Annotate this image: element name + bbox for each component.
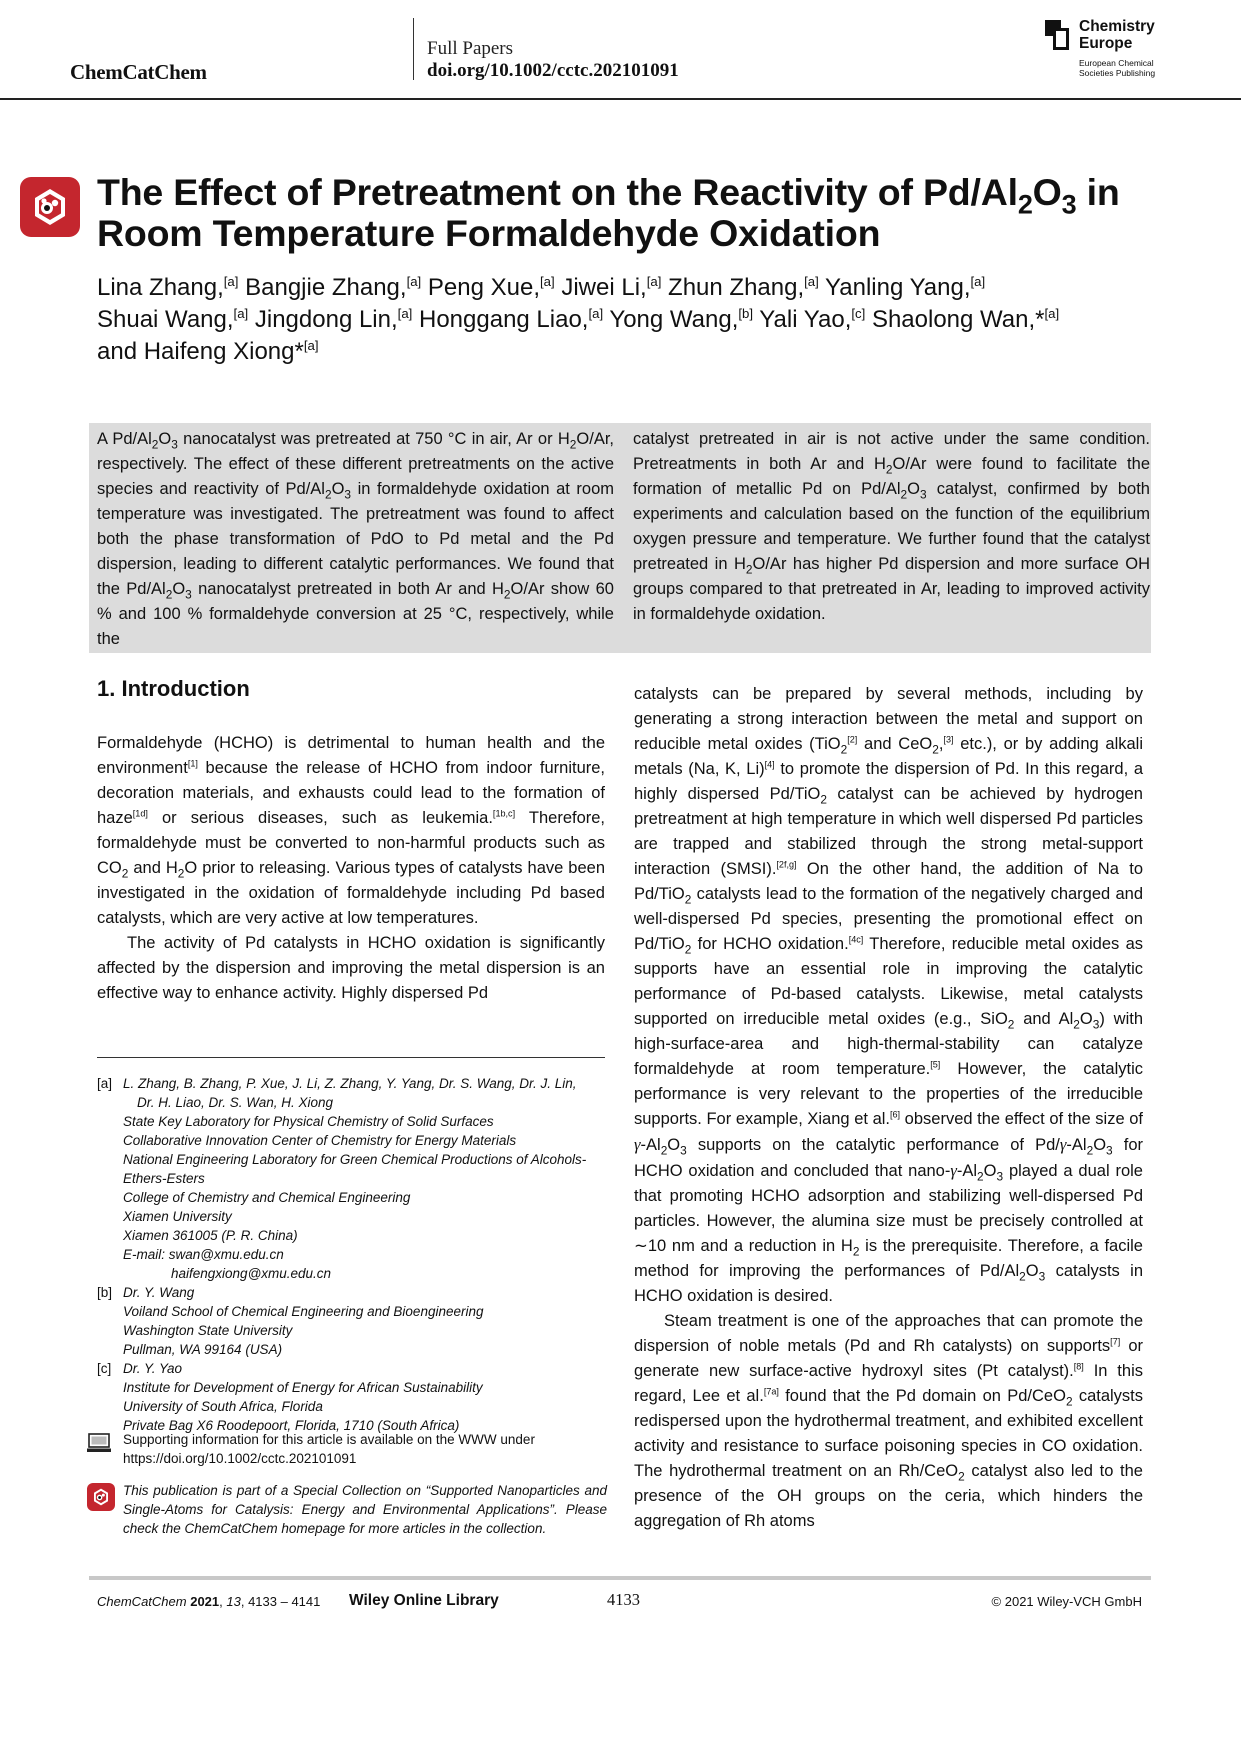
author-name: Yong Wang,: [609, 306, 739, 333]
header-rule: [0, 98, 1241, 100]
author-affiliation-mark: [a]: [303, 338, 319, 353]
author-name: Peng Xue,: [427, 274, 540, 301]
author-affiliation-mark: [a]: [397, 306, 413, 321]
affiliation-line: Dr. Y. Yao: [123, 1361, 183, 1376]
publisher-subtitle: European Chemical Societies Publishing: [1079, 58, 1156, 78]
molecule-hexagon-icon: [20, 177, 80, 237]
section-heading: 1. Introduction: [97, 676, 250, 701]
email-address[interactable]: haifengxiong@xmu.edu.cn: [171, 1266, 332, 1281]
doi-link[interactable]: doi.org/10.1002/cctc.202101091: [427, 60, 679, 81]
affiliation-line: Voiland School of Chemical Engineering and Bioengineering: [123, 1304, 484, 1319]
author-list: [97, 272, 1197, 368]
body-paragraph: catalysts can be prepared by several methods, including by generating a strong interaction between the metal and support on reducible metal oxides (TiO$_2$[2] and CeO$_2$,[3] etc.), or by adding alkali metals (Na, K, Li)[4] to promote the dispersion of Pd. In this regard, a highly dispersed Pd/TiO$_2$ catalyst can be achieved by hydrogen pretreatment at high temperature in which well dispersed Pd particles are trapped and stabilized through the strong metal-support interaction (SMSI).[2f,g] On the other hand, the addition of Na to Pd/TiO$_2$ catalysts lead to the formation of the negatively charged and well-dispersed Pd species, presenting the promotional effect on Pd/TiO$_2$ for HCHO oxidation.[4c] Therefore, reducible metal oxides as supports have an essential role in improving the catalytic performance of Pd-based catalysts. Likewise, metal catalysts supported on irreducible metal oxides (e.g., SiO$_2$ and $Al_2O_3$) with high-surface-area and high-thermal-stability can catalyze formaldehyde at room temperature.[5] However, the catalytic performance is very relevant to the properties of the irreducible supports. For example, Xiang et al.[6] observed the effect of the size of $\gamma-Al_2O_3$ supports on the catalytic performance of $Pd/\gamma-Al_2O_3$ for HCHO oxidation and concluded that nano-$\gamma-Al_2O_3$ played a dual role that promoting HCHO adsorption and stabilizing well-dispersed Pd particles. However, the alumina size must be precisely controlled at ∼10 nm and a reduction in $H_2$ is the prerequisite. Therefore, a facile method for improving the performances of $Pd/Al_2O_3$ catalysts in HCHO oxidation is desired.: [634, 685, 1144, 1305]
affiliation-b: [b] Dr. Y. Wang Voiland School of Chemical Engineering and Bioengineering Washington State University Pullman, WA 99164 (USA): [97, 1283, 607, 1359]
author-name: Zhun Zhang,: [668, 274, 805, 301]
author-name: Shuai Wang,: [97, 306, 234, 333]
body-paragraph: Steam treatment is one of the approaches that can promote the dispersion of noble metals (Pd and Rh catalysts) on supports[7] or generate new surface-active hydroxyl sites (Pt catalyst).[8] In this regard, Lee et al.[7a] found that the Pd domain on Pd/CeO$_2$ catalysts redispersed upon the hydrothermal treatment, and exhibited excellent activity and resistance to surface poisoning species in CO oxidation. The hydrothermal treatment on an Rh/CeO$_2$ catalyst also led to the presence of the OH groups on the ceria, which hinders the aggregation of Rh atoms: [634, 1312, 1144, 1530]
affiliation-line: Private Bag X6 Roodepoort, Florida, 1710 (South Africa): [123, 1418, 460, 1433]
supporting-information-note: Supporting information for this article is available on the WWW under https://doi.org/10.1002/cctc.202101091: [87, 1430, 607, 1468]
affiliations: [97, 1074, 607, 1435]
affiliation-line: College of Chemistry and Chemical Engineering: [123, 1190, 411, 1205]
affiliation-line: Xiamen 361005 (P. R. China): [123, 1228, 298, 1243]
article-title: The Effect of Pretreatment on the Reactivity of $Pd/Al_2O_3$ in Room Temperature Formaldehyde Oxidation: [97, 171, 1120, 254]
section-label: Full Papers: [427, 38, 514, 59]
author-affiliation-mark: [c]: [851, 306, 866, 321]
abstract-right-column: catalyst pretreated in air is not active under the same condition. Pretreatments in both Ar and $H_2O/Ar$ were found to facilitate the formation of metallic Pd on $Pd/Al_2O_3$ catalyst, confirmed by both experiments and calculation based on the function of the equilibrium oxygen pressure and temperature. We further found that the catalyst pretreated in $H_2O/Ar$ has higher Pd dispersion and more surface OH groups compared to that pretreated in Ar, leading to improved activity in formaldehyde oxidation.: [633, 430, 1150, 623]
publisher-name: Chemistry Europe: [1079, 18, 1155, 52]
page-header: [0, 0, 1241, 100]
author-name: Shaolong Wan,*: [871, 306, 1045, 333]
affiliation-line: University of South Africa, Florida: [123, 1399, 323, 1414]
affiliation-line: Washington State University: [123, 1323, 293, 1338]
affiliation-line: Pullman, WA 99164 (USA): [123, 1342, 283, 1357]
author-name: Jiwei Li,: [561, 274, 647, 301]
author-affiliation-mark: [a]: [646, 274, 662, 289]
affiliation-line: E-mail: swan@xmu.edu.cn: [123, 1247, 284, 1262]
author-name: Yali Yao,: [759, 306, 852, 333]
wiley-online-library-link[interactable]: Wiley Online Library: [349, 1592, 499, 1609]
body-right-column: [634, 682, 1143, 1534]
body-paragraph: The activity of Pd catalysts in HCHO oxidation is significantly affected by the dispersion and improving the metal dispersion is an effective way to enhance activity. Highly dispersed Pd: [97, 934, 605, 1002]
affiliation-line: National Engineering Laboratory for Green Chemical Productions of Alcohols-Ethers-Esters: [123, 1152, 587, 1186]
citation: ChemCatChem 2021, 13, 4133 – 4141: [97, 1594, 321, 1609]
author-affiliation-mark: [a]: [223, 274, 239, 289]
chemistry-europe-logo: [1045, 18, 1195, 80]
author-affiliation-mark: [a]: [804, 274, 819, 289]
author-affiliation-mark: [a]: [233, 306, 249, 321]
collection-icon: [87, 1483, 115, 1511]
affiliation-line: Institute for Development of Energy for African Sustainability: [123, 1380, 483, 1395]
author-name: Honggang Liao,: [419, 306, 589, 333]
affiliation-a: [a] L. Zhang, B. Zhang, P. Xue, J. Li, Z. Zhang, Y. Yang, Dr. S. Wang, Dr. J. Lin, Dr. H. Liao, Dr. S. Wan, H. Xiong State Key Laboratory for Physical Chemistry of Solid Surfaces Collaborative Innovation Center of Chemistry for Energy Materials National Engineering Laboratory for Green Chemical Productions of Alcohols-Ethers-Esters College of Chemistry and Chemical Engineering Xiamen University Xiamen 361005 (P. R. China) E-mail: swan@xmu.edu.cn haifengxiong@xmu.edu.cn: [97, 1074, 607, 1283]
copyright: © 2021 Wiley-VCH GmbH: [991, 1594, 1142, 1609]
footnote-rule: [97, 1057, 605, 1058]
chemistry-europe-mark-icon: [1045, 20, 1069, 50]
abstract-box: [89, 423, 1151, 653]
affiliation-line: Xiamen University: [123, 1209, 232, 1224]
author-name: Bangjie Zhang,: [245, 274, 407, 301]
author-name: and Haifeng Xiong*: [97, 338, 304, 365]
author-name: Lina Zhang,: [97, 274, 224, 301]
abstract-left-column: A $Pd/Al_2O_3$ nanocatalyst was pretreated at 750 °C in air, Ar or $H_2O/Ar$, respectively. The effect of these different pretreatments on the active species and reactivity of $Pd/Al_2O_3$ in formaldehyde oxidation at room temperature was investigated. The pretreatment was found to affect both the phase transformation of PdO to Pd metal and the Pd dispersion, leading to different catalytic performances. We found that the $Pd/Al_2O_3$ nanocatalyst pretreated in both Ar and $H_2O/Ar$ show 60 % and 100 % formaldehyde conversion at 25 °C, respectively, while the: [97, 430, 614, 648]
affiliation-line: Collaborative Innovation Center of Chemistry for Energy Materials: [123, 1133, 517, 1148]
author-affiliation-mark: [a]: [406, 274, 422, 289]
author-affiliation-mark: [b]: [738, 306, 754, 321]
author-affiliation-mark: [a]: [970, 274, 986, 289]
body-paragraph: Formaldehyde (HCHO) is detrimental to human health and the environment[1] because the release of HCHO from indoor furniture, decoration materials, and exhausts could lead to the formation of haze[1d] or serious diseases, such as leukemia.[1b,c] Therefore, formaldehyde must be converted to non-harmful products such as $CO_2$ and $H_2O$ prior to releasing. Various types of catalysts have been investigated in the oxidation of formaldehyde including Pd based catalysts, which are very active at low temperatures.: [97, 734, 606, 927]
affiliation-c: [c] Dr. Y. Yao Institute for Development of Energy for African Sustainability University of South Africa, Florida Private Bag X6 Roodepoort, Florida, 1710 (South Africa): [97, 1359, 607, 1435]
page-number: 4133: [607, 1590, 640, 1609]
journal-name: ChemCatChem: [70, 60, 207, 84]
special-collection-note: This publication is part of a Special Collection on “Supported Nanoparticles and Single-Atoms for Catalysis: Energy and Environmental Applications”. Please check the ChemCatChem homepage for more articles in the collection.: [87, 1481, 607, 1538]
author-name: Jingdong Lin,: [254, 306, 398, 333]
affiliation-line: Dr. H. Liao, Dr. S. Wan, H. Xiong: [137, 1095, 334, 1110]
special-collection-icon[interactable]: [20, 177, 80, 237]
author-affiliation-mark: [a]: [540, 274, 555, 289]
body-left-column: [97, 731, 605, 1006]
affiliation-line: Dr. Y. Wang: [123, 1285, 195, 1300]
header-divider: [413, 18, 414, 80]
author-affiliation-mark: [a]: [1044, 306, 1060, 321]
molecule-hexagon-icon: [87, 1483, 115, 1511]
computer-icon: [87, 1433, 111, 1453]
affiliation-line: State Key Laboratory for Physical Chemistry of Solid Surfaces: [123, 1114, 494, 1129]
author-affiliation-mark: [a]: [588, 306, 604, 321]
footer-rule: [89, 1576, 1151, 1580]
author-name: Yanling Yang,: [825, 274, 971, 301]
affiliation-line: L. Zhang, B. Zhang, P. Xue, J. Li, Z. Zhang, Y. Yang, Dr. S. Wang, Dr. J. Lin,: [123, 1076, 577, 1091]
